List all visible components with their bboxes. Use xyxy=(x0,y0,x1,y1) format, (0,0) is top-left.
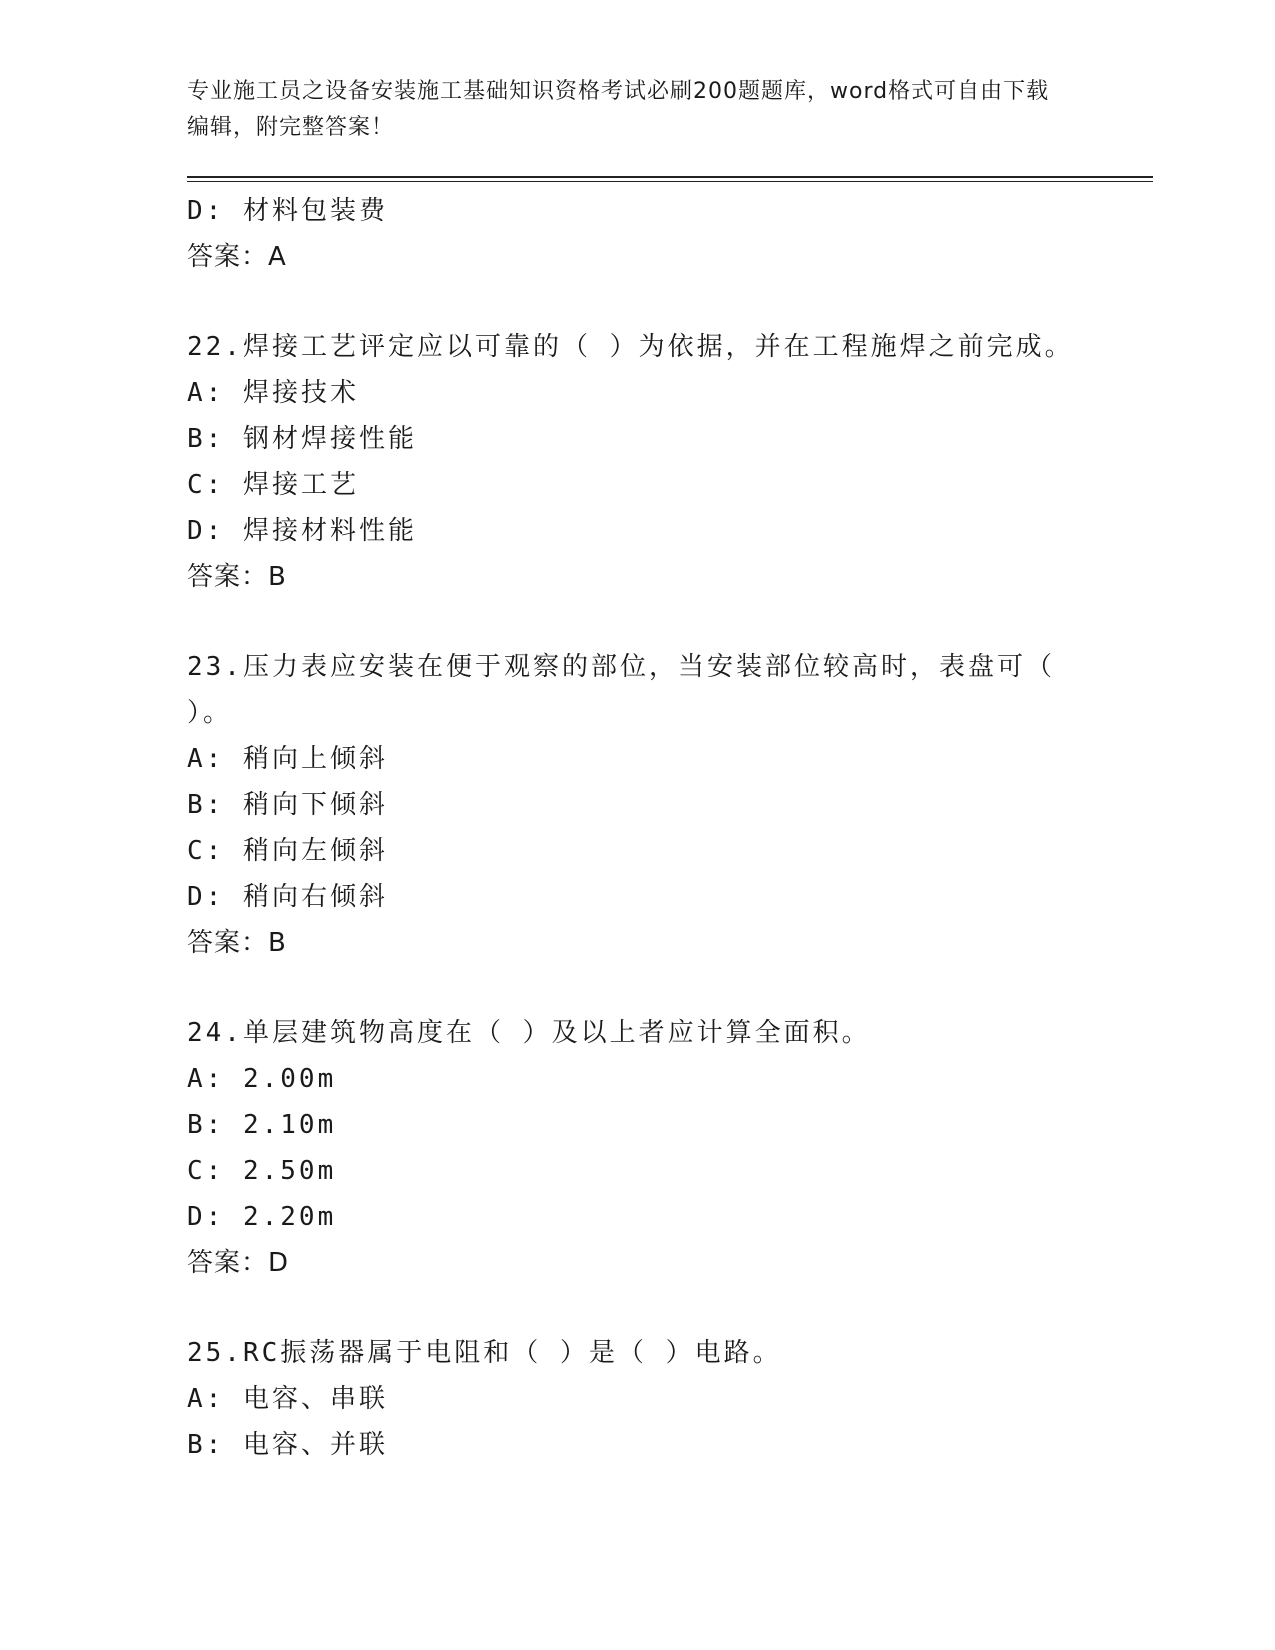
option-d: D: 2.20m xyxy=(187,1202,337,1232)
question-22 xyxy=(187,324,1074,600)
option-c: C: 焊接工艺 xyxy=(187,470,359,500)
option-b: B: 钢材焊接性能 xyxy=(187,424,417,454)
question-23 xyxy=(187,644,1067,966)
option-d: D: 稍向右倾斜 xyxy=(187,882,388,912)
option-a: A: 2.00m xyxy=(187,1064,337,1094)
answer: 答案：D xyxy=(187,1248,290,1278)
document-header: 专业施工员之设备安装施工基础知识资格考试必刷200题题库，word格式可自由下载编辑，附完整答案！ xyxy=(187,79,1050,140)
spacer xyxy=(187,280,1067,324)
answer: 答案：B xyxy=(187,928,287,958)
option-c: C: 2.50m xyxy=(187,1156,337,1186)
question-stem: 24.单层建筑物高度在（ ）及以上者应计算全面积。 xyxy=(187,1018,871,1048)
option-b: B: 电容、并联 xyxy=(187,1430,388,1460)
option-a: A: 焊接技术 xyxy=(187,378,359,408)
option-d: D: 焊接材料性能 xyxy=(187,516,417,546)
question-stem: 25.RC振荡器属于电阻和（ ）是（ ）电路。 xyxy=(187,1338,782,1368)
option-a: A: 电容、串联 xyxy=(187,1384,388,1414)
header-rule-thin xyxy=(187,181,1153,182)
question-25 xyxy=(187,1330,1067,1468)
spacer xyxy=(187,966,1067,1010)
header-rule-thick xyxy=(187,176,1153,178)
question-list xyxy=(187,188,1074,1468)
question-stem: 22.焊接工艺评定应以可靠的（ ）为依据，并在工程施焊之前完成。 xyxy=(187,332,1074,362)
question-stem-continued: ）。 xyxy=(187,698,233,728)
prev-answer: 答案：A xyxy=(187,242,287,272)
prev-option-d: D: 材料包装费 xyxy=(187,196,388,226)
question-stem: 23.压力表应安装在便于观察的部位，当安装部位较高时，表盘可（ xyxy=(187,652,1055,682)
option-b: B: 2.10m xyxy=(187,1110,337,1140)
spacer xyxy=(187,1286,1067,1330)
option-a: A: 稍向上倾斜 xyxy=(187,744,388,774)
question-24 xyxy=(187,1010,1067,1286)
option-c: C: 稍向左倾斜 xyxy=(187,836,388,866)
spacer xyxy=(187,600,1067,644)
answer: 答案：B xyxy=(187,562,287,592)
option-b: B: 稍向下倾斜 xyxy=(187,790,388,820)
